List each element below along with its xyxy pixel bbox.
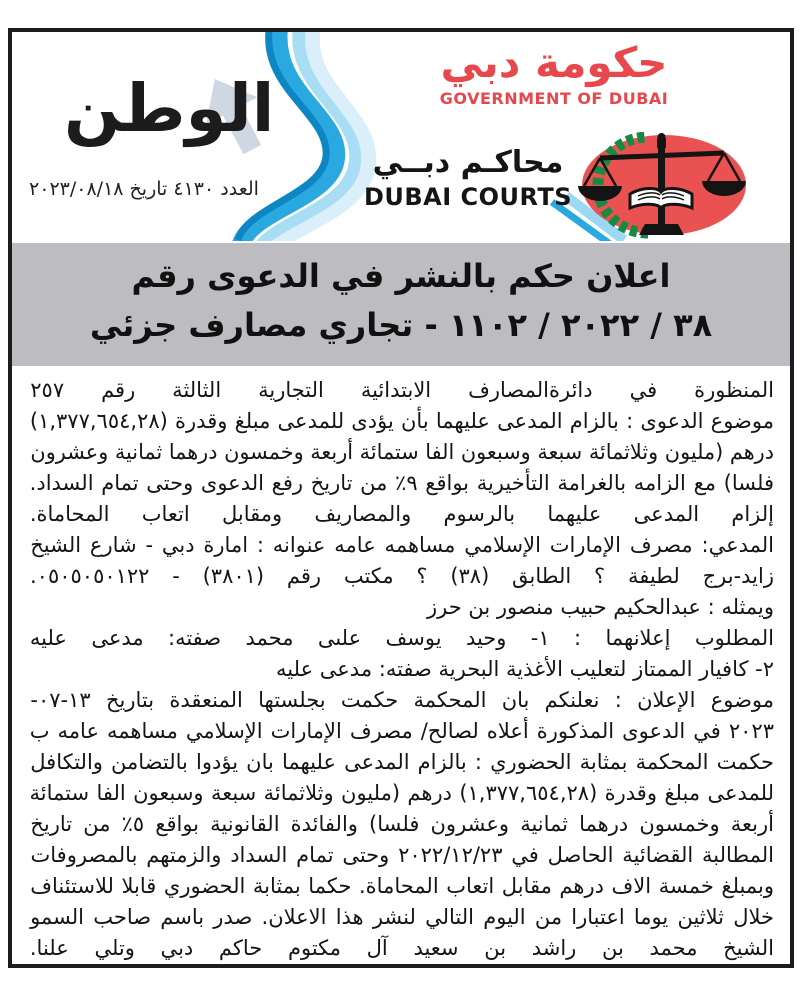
newspaper-header [12,32,790,243]
dubai-courts-logo [357,146,579,211]
body-line: فلسا) مع الزامه بالغرامة التأخيرية بواقع ٩٪ من تاريخ رفع الدعوى وحتى تمام السداد. [29,471,774,495]
body-line: المطلوب إعلانهما : ١- وحيد يوسف علىى محمد صفته: مدعى عليه [29,626,774,650]
notice-body-text [12,366,790,964]
body-line: موضوع الإعلان : نعلنكم بان المحكمة حكمت بجلستها المنعقدة بتاريخ ١٣-٠٧- [30,688,774,712]
notice-title-banner [12,243,790,366]
government-of-dubai-logo [425,38,683,108]
body-line: موضوع الدعوى : بالزام المدعى عليهما بأن يؤدى للمدعى مبلغ وقدرة (١,٣٧٧,٦٥٤,٢٨) [29,409,774,433]
body-line: الشيخ محمد بن راشد بن سعيد آل مكتوم حاكم دبي وتلي علنا. [29,936,774,960]
scales-of-justice-emblem [568,132,754,240]
body-line: ٢٠٢٣ في الدعوى المذكورة أعلاه لصالح/ مصرف الإمارات الإسلامي مساهمه عامه ب [29,719,774,743]
body-line: للمدعى مبلغ وقدرة (١,٣٧٧,٦٥٤,٢٨) درهم (مليون وثلاثمائة سبعة وسبعون الفا ستمائة [29,781,774,805]
masthead-title: الوطن [64,70,275,147]
government-logo-english: GOVERNMENT OF DUBAI [439,89,669,109]
body-line: وبمبلغ خمسة الاف درهم مقابل اتعاب المحاماة. حكما بمثابة الحضوري قابلا للاستئناف [30,874,774,898]
dubai-courts-arabic: محاكـم دبــي [372,145,564,180]
body-line: درهم (مليون وثلاثمائة سبعة وسبعون الفا ستمائة أربعة وخمسون درهما ثمانية وعشرون [30,440,774,464]
body-line: أربعة وخمسون درهما ثمانية وعشرون فلسا) والفائدة القانونية بواقع ٥٪ من تاريخ [30,812,774,836]
body-line: ٢- كافيار الممتاز لتعليب الأغذية البحرية صفته: مدعى عليه [276,657,774,681]
notice-frame [8,28,794,968]
body-line: ويمثله : عبدالحكيم حبيب منصور بن حرز [427,595,774,619]
dubai-courts-english: DUBAI COURTS [363,182,573,211]
government-logo-arabic: حكومة دبي [440,38,668,87]
notice-title-line1: اعلان حكم بالنشر في الدعوى رقم [131,257,671,295]
body-line: خلال ثلاثين يوما اعتبارا من اليوم التالي لنشر هذا الاعلان. صدر باسم صاحب السمو [30,905,774,929]
body-line: المنظورة في دائرةالمصارف الابتدائية التجارية الثالثة رقم ٢٥٧ [30,378,774,402]
body-line: إلزام المدعى عليهما بالرسوم والمصاريف ومقابل اتعاب المحاماة. [29,502,774,526]
issue-number-date: العدد ٤١٣٠ تاريخ ٢٠٢٣/٠٨/١٨ [29,178,259,200]
body-line: المدعي: مصرف الإمارات الإسلامي مساهمه عامه عنوانه : امارة دبي - شارع الشيخ [30,533,774,557]
body-line: المطالبة القضائية الحاصل في ٢٠٢٢/١٢/٢٣ وحتى تمام السداد والزمتهم بالمصروفات [30,843,774,867]
notice-title-line2: ٣٨ / ٢٠٢٢ / ١١٠٢ - تجاري مصارف جزئي [89,306,713,344]
body-line: زايد-برج لطيفة ؟ الطابق (٣٨) ؟ مكتب رقم (٣٨٠١) - ٠٥٠٥٠٥٠١٢٢. [29,564,774,588]
body-line: حكمت المحكمة بمثابة الحضوري : بالزام المدعى عليهما بان يؤدوا بالتضامن والتكافل [30,750,774,774]
